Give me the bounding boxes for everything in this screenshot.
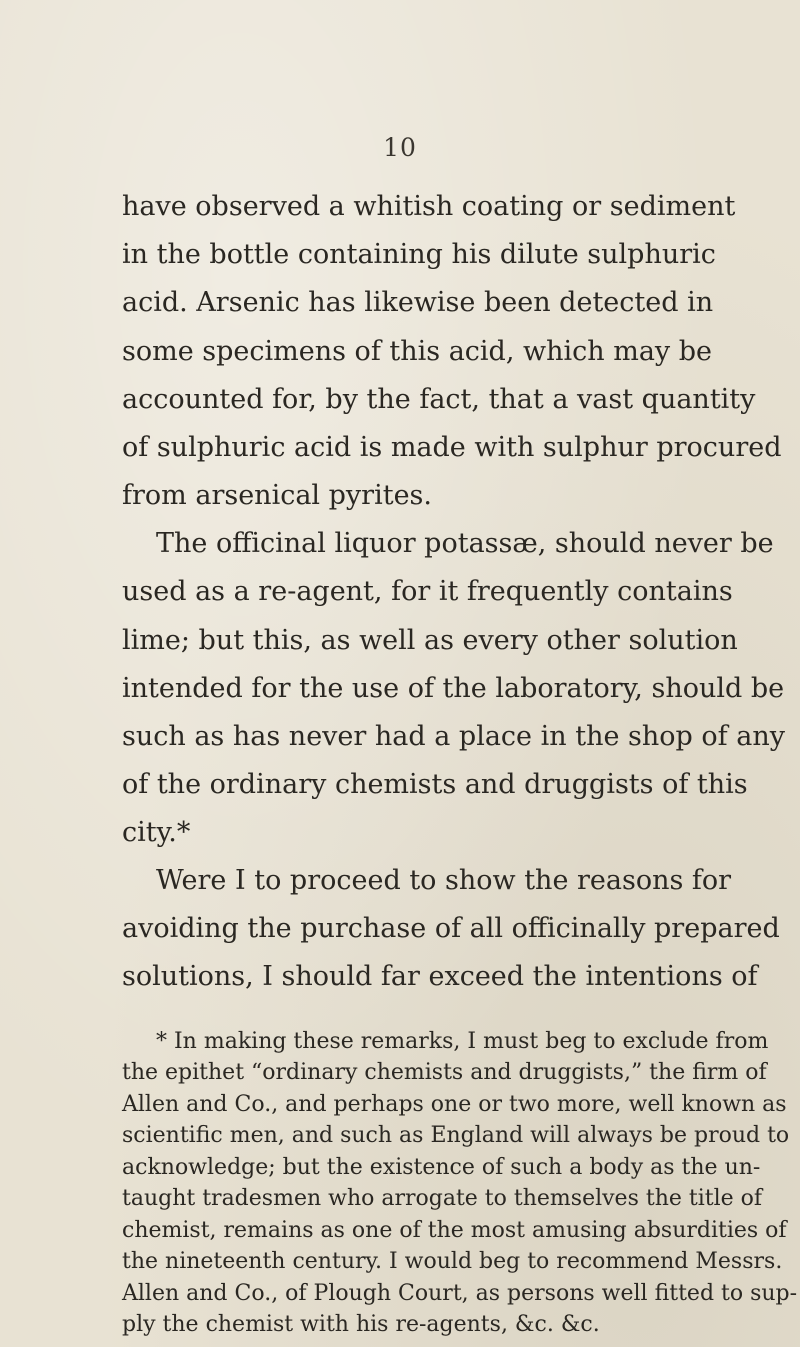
text-line: The officinal liquor potassæ, should never be — [156, 528, 774, 559]
text-line: of sulphuric acid is made with sulphur procured — [122, 432, 782, 463]
text-line: in the bottle containing his dilute sulphuric — [122, 239, 716, 270]
text-line: from arsenical pyrites. — [122, 480, 432, 511]
footnote-line: taught tradesmen who arrogate to themselves the title of — [122, 1186, 763, 1211]
text-line: lime; but this, as well as every other solution — [122, 625, 738, 656]
footnote-line: Allen and Co., of Plough Court, as persons well fitted to sup- — [122, 1281, 798, 1306]
text-line: accounted for, by the fact, that a vast quantity — [122, 384, 756, 415]
text-line: used as a re-agent, for it frequently contains — [122, 576, 733, 607]
text-line: of the ordinary chemists and druggists of this — [122, 769, 748, 800]
text-line: solutions, I should far exceed the intentions of — [122, 961, 758, 992]
text-line: intended for the use of the laboratory, should be — [122, 673, 785, 704]
footnote-line: Allen and Co., and perhaps one or two more, well known as — [122, 1092, 787, 1117]
text-line: such as has never had a place in the shop of any — [122, 721, 785, 752]
footnote-line: ply the chemist with his re-agents, &c. &c. — [122, 1312, 600, 1337]
footnote-line: * In making these remarks, I must beg to exclude from — [156, 1029, 769, 1054]
footnote-line: the nineteenth century. I would beg to recommend Messrs. — [122, 1249, 783, 1274]
footnote-line: the epithet “ordinary chemists and druggists,” the firm of — [122, 1060, 767, 1085]
text-line: avoiding the purchase of all officinally prepared — [122, 913, 780, 944]
footnote-line: acknowledge; but the existence of such a body as the un- — [122, 1155, 761, 1180]
page-number: 10 — [383, 133, 417, 162]
footnote-line: chemist, remains as one of the most amusing absurdities of — [122, 1218, 787, 1243]
text-line: have observed a whitish coating or sediment — [122, 191, 736, 222]
text-line: city.* — [122, 817, 191, 848]
text-line: acid. Arsenic has likewise been detected in — [122, 287, 714, 318]
text-line: Were I to proceed to show the reasons for — [156, 865, 732, 896]
text-line: some specimens of this acid, which may be — [122, 336, 713, 367]
footnote-line: scientific men, and such as England will always be proud to — [122, 1123, 790, 1148]
